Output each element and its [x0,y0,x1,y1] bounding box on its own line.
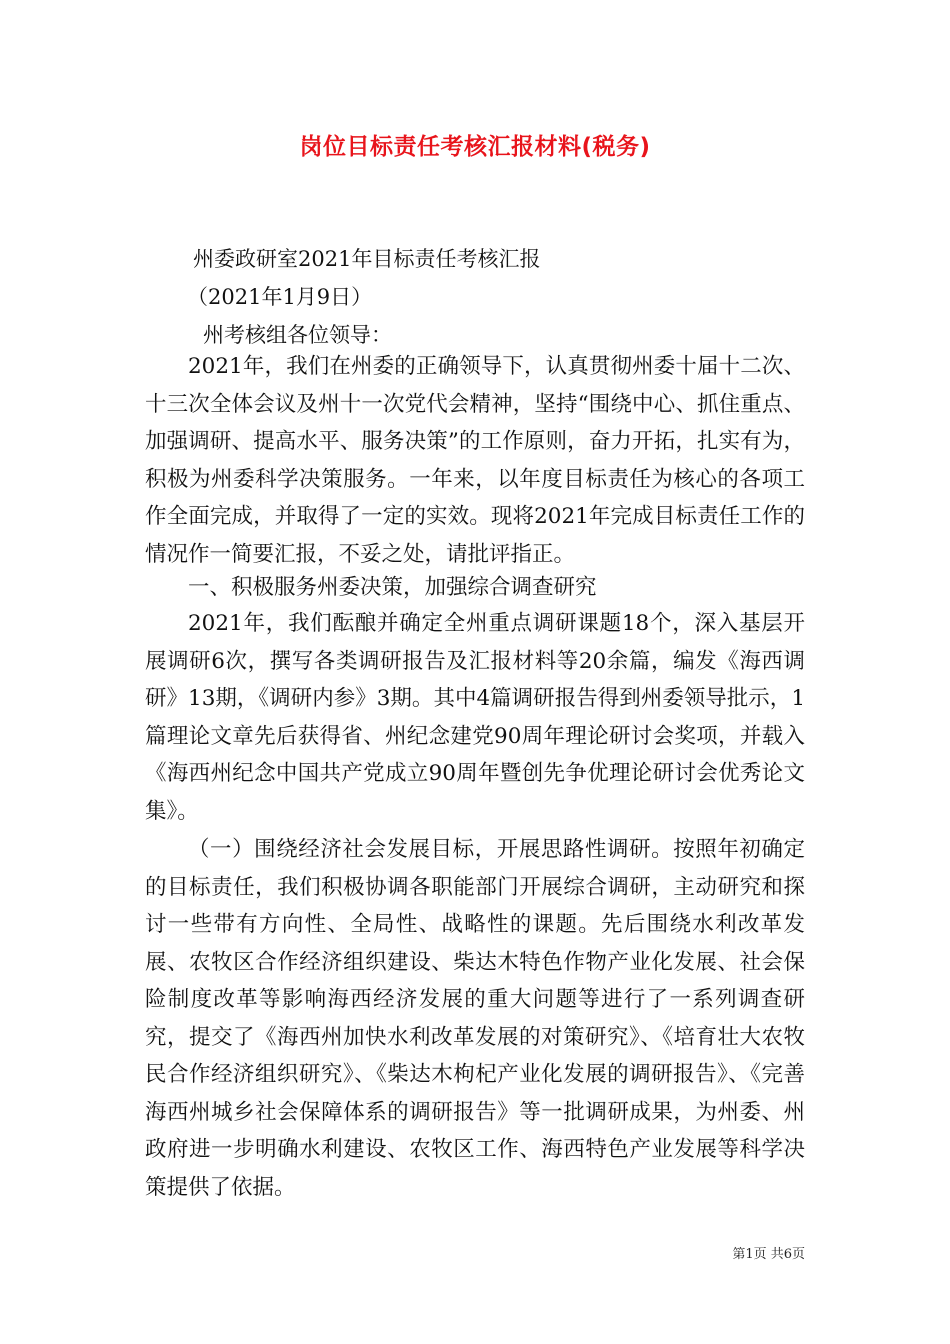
intro-paragraph: 2021年，我们在州委的正确领导下，认真贯彻州委十届十二次、十三次全体会议及州十一次党代会精神，坚持“围绕中心、抓住重点、加强调研、提高水平、服务决策”的工作原则，奋力开拓，扎实有为，积极为州委科学决策服务。一年来，以年度目标责任为核心的各项工作全面完成，并取得了一定的实效。现将2021年完成目标责任工作的情况作一简要汇报，不妥之处，请批评指正。 [145,354,805,567]
report-date: （2021年1月9日） [187,285,373,309]
page-number: 第1页 共6页 [732,1247,805,1262]
document-title: 岗位目标责任考核汇报材料(税务) [299,134,651,160]
research-summary-paragraph: 2021年，我们酝酿并确定全州重点调研课题18个，深入基层开展调研6次，撰写各类调研报告及汇报材料等20余篇，编发《海西调研》13期，《调研内参》3期。其中4篇调研报告得到州委领导批示，1篇理论文章先后获得省、州纪念建党90周年理论研讨会奖项，并载入《海西州纪念中国共产党成立90周年暨创先争优理论研讨会优秀论文集》。 [145,611,805,824]
salutation: 州考核组各位领导： [203,323,392,347]
report-subtitle: 州委政研室2021年目标责任考核汇报 [193,247,541,271]
section-heading: 一、积极服务州委决策，加强综合调查研究 [188,575,597,600]
subsection-paragraph: （一）围绕经济社会发展目标，开展思路性调研。按照年初确定的目标责任，我们积极协调各职能部门开展综合调研，主动研究和探讨一些带有方向性、全局性、战略性的课题。先后围绕水利改革发展、农牧区合作经济组织建设、柴达木特色作物产业化发展、社会保险制度改革等影响海西经济发展的重大问题等进行了一系列调查研究，提交了《海西州加快水利改革发展的对策研究》、《培育壮大农牧民合作经济组织研究》、《柴达木枸杞产业化发展的调研报告》、《完善海西州城乡社会保障体系的调研报告》等一批调研成果，为州委、州政府进一步明确水利建设、农牧区工作、海西特色产业发展等科学决策提供了依据。 [145,837,805,1200]
